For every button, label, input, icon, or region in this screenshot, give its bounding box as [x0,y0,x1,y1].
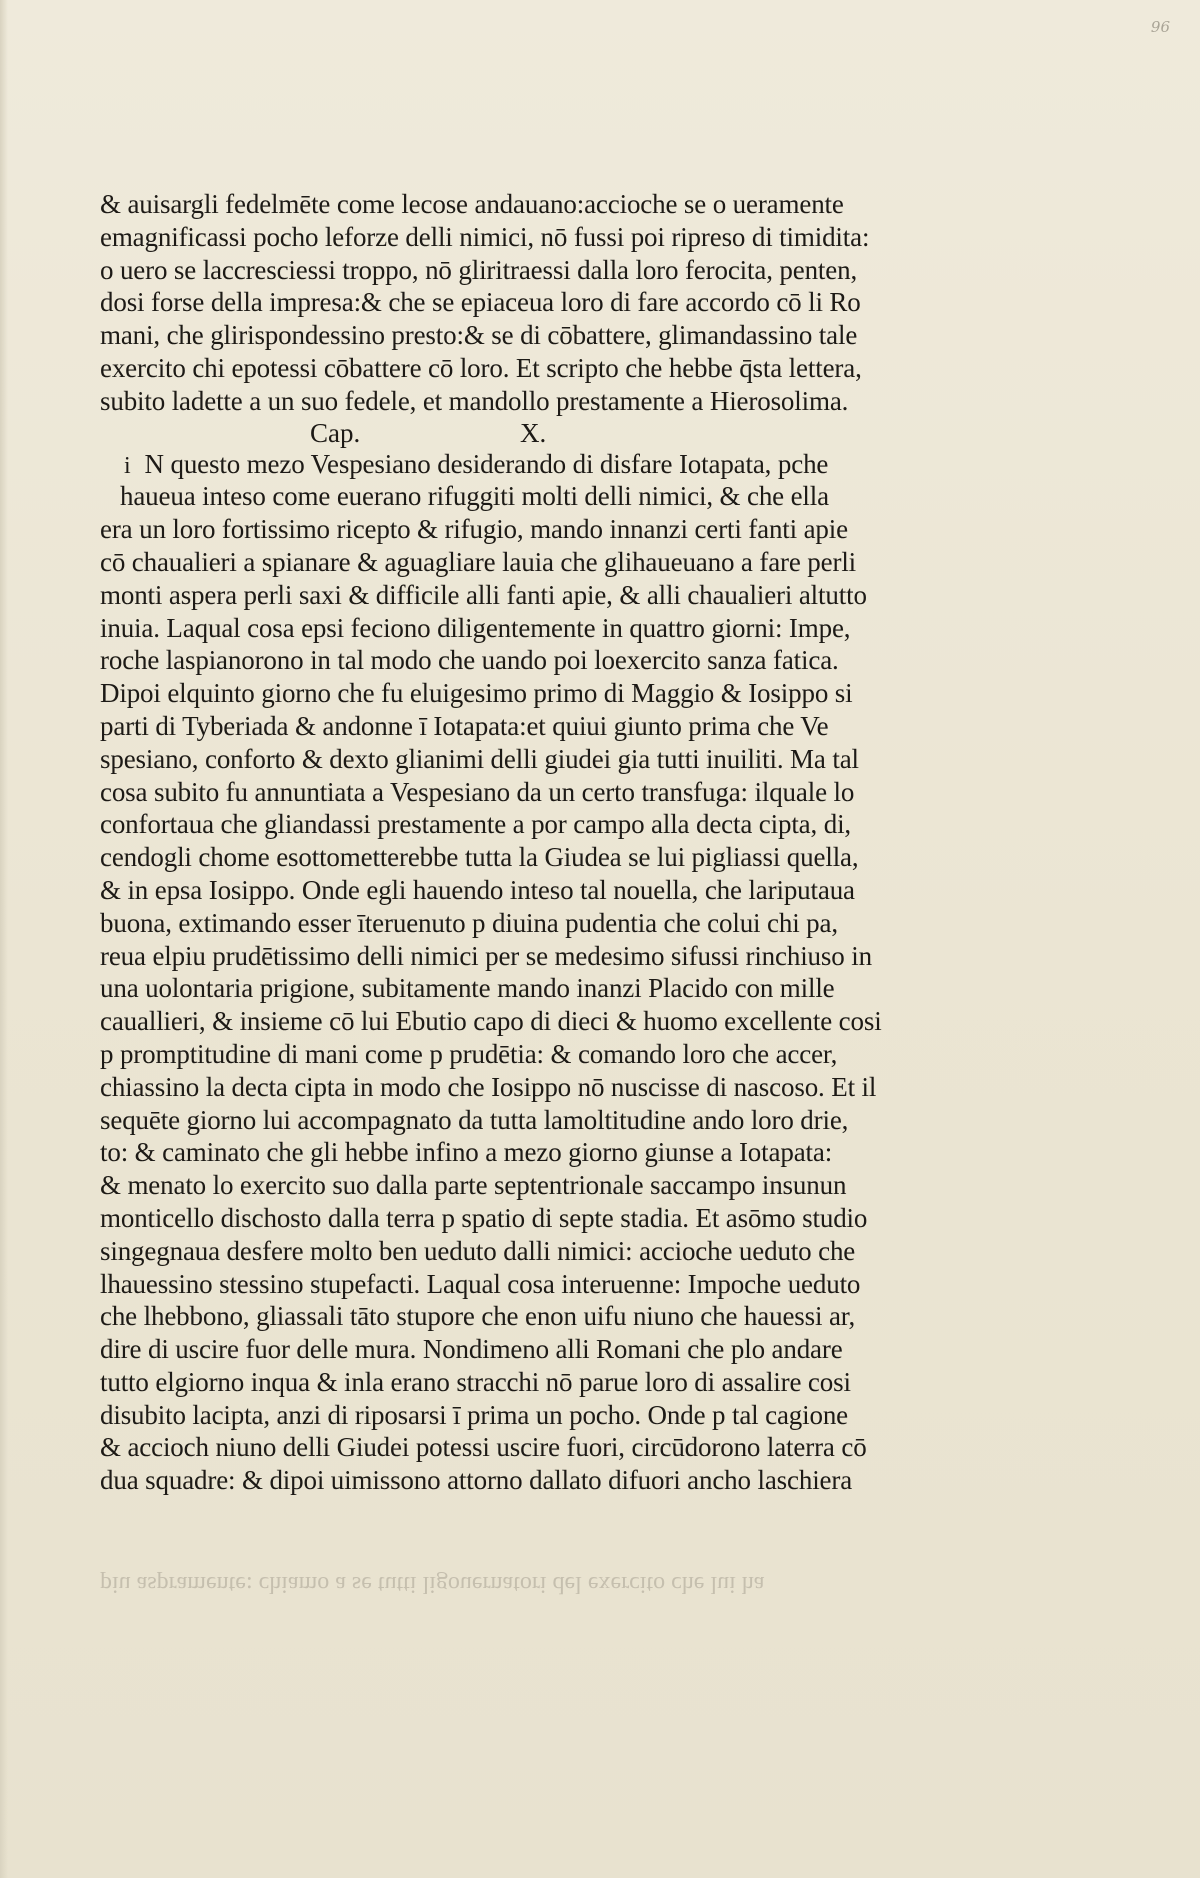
text-line: spesiano, conforto & dexto glianimi delli giudei gia tutti inuiliti. Ma tal [100,743,859,774]
folio-number: 96 [1150,18,1170,36]
text-line: mani, che glirispondessino presto:& se di cōbattere, glimandassino tale [100,320,858,351]
text-line: disubito lacipta, anzi di riposarsi ī prima un pocho. Onde p tal cagione [100,1399,849,1430]
text-line: roche laspianorono in tal modo che uando poi loexercito sanza fatica. [100,645,839,676]
text-line: subito ladette a un suo fedele, et mandollo prestamente a Hierosolima. [100,385,849,416]
text-line: o uero se laccresciessi troppo, nō gliritraessi dalla loro ferocita, penten, [100,254,858,285]
chapter-heading [100,418,945,448]
chapter-number: X. [520,417,547,448]
text-line: cauallieri, & insieme cō lui Ebutio capo di dieci & huomo excellente cosi [100,1006,882,1037]
paragraph-after-chapter [100,448,945,1498]
text-line: p promptitudine di mani come p prudētia: & comando loro che accer, [100,1038,838,1069]
text-line-content: N questo mezo Vespesiano desiderando di disfare Iotapata, pche [144,448,829,479]
text-line: inuia. Laqual cosa epsi feciono diligentemente in quattro giorni: Impe, [100,612,851,643]
page-spine-shadow [0,0,8,1878]
text-line: singegnaua desfere molto ben ueduto dalli nimici: accioche ueduto che [100,1235,856,1266]
chapter-label: Cap. [310,417,361,448]
text-line: tutto elgiorno inqua & inla erano stracchi nō parue loro di assalire cosi [100,1366,851,1397]
text-line: exercito chi epotessi cōbattere cō loro. Et scripto che hebbe q̄sta lettera, [100,352,862,383]
main-text-block [100,188,945,1497]
text-line: dosi forse della impresa:& che se epiaceua loro di fare accordo cō li Ro [100,287,861,318]
text-line: era un loro fortissimo ricepto & rifugio, mando innanzi certi fanti apie [100,514,848,545]
text-line: cendogli chome esottometterebbe tutta la Giudea se lui pigliassi quella, [100,842,859,873]
text-line: lhauessino stessino stupefacti. Laqual cosa interuenne: Impoche ueduto [100,1268,861,1299]
text-line: & in epsa Iosippo. Onde egli hauendo inteso tal nouella, che lariputaua [100,874,855,905]
text-line: dua squadre: & dipoi uimissono attorno dallato difuori ancho laschiera [100,1465,853,1496]
text-line: una uolontaria prigione, subitamente mando inanzi Placido con mille [100,973,835,1004]
text-line: haueua inteso come euerano rifuggiti molti delli nimici, & che ella [120,481,829,512]
text-line: Dipoi elquinto giorno che fu eluigesimo primo di Maggio & Iosippo si [100,678,853,709]
text-line: cō chaualieri a spianare & aguagliare lauia che glihaueuano a fare perli [100,546,857,577]
text-line: reua elpiu prudētissimo delli nimici per se medesimo sifussi rinchiuso in [100,940,872,971]
text-line: cosa subito fu annuntiata a Vespesiano da un certo transfuga: ilquale lo [100,776,855,807]
text-line: & auisargli fedelmēte come lecose andauano:accioche se o ueramente [100,189,844,219]
text-line: confortaua che gliandassi prestamente a por campo alla decta cipta, di, [100,809,852,840]
text-line: & menato lo exercito suo dalla parte septentrionale saccampo insunun [100,1170,847,1201]
text-line: parti di Tyberiada & andonne ī Iotapata:et quiui giunto prima che Ve [100,710,829,741]
bleed-through-text: piu aspramente: chiamo a se tutti ligouernatori del exercito che lui ha [100,1571,765,1597]
text-line [100,448,945,481]
text-line: monti aspera perli saxi & difficile alli fanti apie, & alli chaualieri altutto [100,579,867,610]
text-line: monticello dischosto dalla terra p spatio di septe stadia. Et asōmo studio [100,1202,868,1233]
text-line: sequēte giorno lui accompagnato da tutta lamoltitudine ando loro drie, [100,1104,849,1135]
text-line: chiassino la decta cipta in modo che Iosippo nō nuscisse di nascoso. Et il [100,1071,877,1102]
text-line: to: & caminato che gli hebbe infino a mezo giorno giunse a Iotapata: [100,1137,833,1168]
text-line: emagnificassi pocho leforze delli nimici, nō fussi poi ripreso di timidita: [100,221,870,252]
guide-letter-initial: i [124,452,131,479]
text-line: che lhebbono, gliassali tāto stupore che enon uifu niuno che hauessi ar, [100,1301,856,1332]
text-line: buona, extimando esser īteruenuto p diuina pudentia che colui chi pa, [100,907,838,938]
text-line: & accioch niuno delli Giudei potessi uscire fuori, circūdorono laterra cō [100,1432,867,1463]
text-line: dire di uscire fuor delle mura. Nondimeno alli Romani che plo andare [100,1334,843,1365]
paragraph-before-chapter [100,188,945,418]
